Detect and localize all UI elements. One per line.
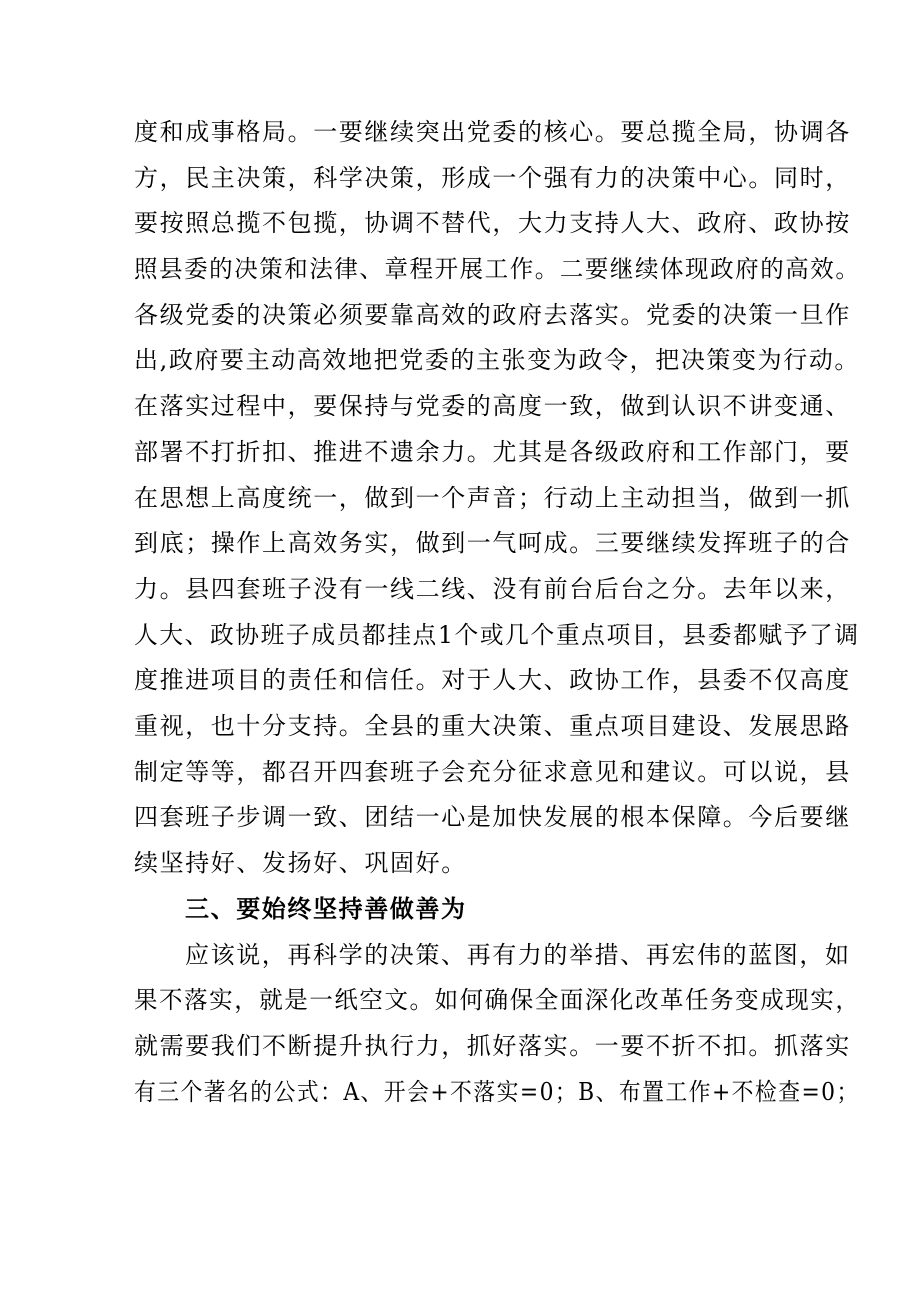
text-line: 照县委的决策和法律、章程开展工作。二要继续体现政府的高效。 xyxy=(134,255,861,283)
text-line: 出,政府要主动高效地把党委的主张变为政令，把决策变为行动。 xyxy=(134,346,861,374)
text-line: 有三个著名的公式：A、开会+不落实=0；B、布置工作+不检查=0； xyxy=(134,1078,860,1106)
text-line: 制定等等，都召开四套班子会充分征求意见和建议。可以说，县 xyxy=(134,758,851,786)
text-line: 部署不打折扣、推进不遗余力。尤其是各级政府和工作部门，要 xyxy=(134,438,851,466)
text-line: 在思想上高度统一，做到一个声音；行动上主动担当，做到一抓 xyxy=(134,484,851,512)
text-line: 应该说，再科学的决策、再有力的举措、再宏伟的蓝图，如 xyxy=(185,941,851,969)
text-line: 度推进项目的责任和信任。对于人大、政协工作，县委不仅高度 xyxy=(134,666,851,694)
text-line: 果不落实，就是一纸空文。如何确保全面深化改革任务变成现实， xyxy=(134,986,861,1014)
text-line: 方，民主决策，科学决策，形成一个强有力的决策中心。同时， xyxy=(134,164,851,192)
text-line: 就需要我们不断提升执行力，抓好落实。一要不折不扣。抓落实 xyxy=(134,1032,851,1060)
text-line: 人大、政协班子成员都挂点1个或几个重点项目，县委都赋予了调 xyxy=(134,621,860,649)
text-line: 力。县四套班子没有一线二线、没有前台后台之分。去年以来， xyxy=(134,575,851,603)
text-line: 四套班子步调一致、团结一心是加快发展的根本保障。今后要继 xyxy=(134,803,851,831)
text-line: 要按照总揽不包揽，协调不替代，大力支持人大、政府、政协按 xyxy=(134,209,851,237)
text-line: 到底；操作上高效务实，做到一气呵成。三要继续发挥班子的合 xyxy=(134,529,851,557)
text-line: 度和成事格局。一要继续突出党委的核心。要总揽全局，协调各 xyxy=(134,118,851,146)
text-line: 各级党委的决策必须要靠高效的政府去落实。党委的决策一旦作 xyxy=(134,301,851,329)
text-line: 续坚持好、发扬好、巩固好。 xyxy=(134,849,467,877)
text-line: 重视，也十分支持。全县的重大决策、重点项目建设、发展思路 xyxy=(134,712,851,740)
section-heading: 三、要始终坚持善做善为 xyxy=(185,894,467,923)
text-line: 在落实过程中，要保持与党委的高度一致，做到认识不讲变通、 xyxy=(134,392,851,420)
